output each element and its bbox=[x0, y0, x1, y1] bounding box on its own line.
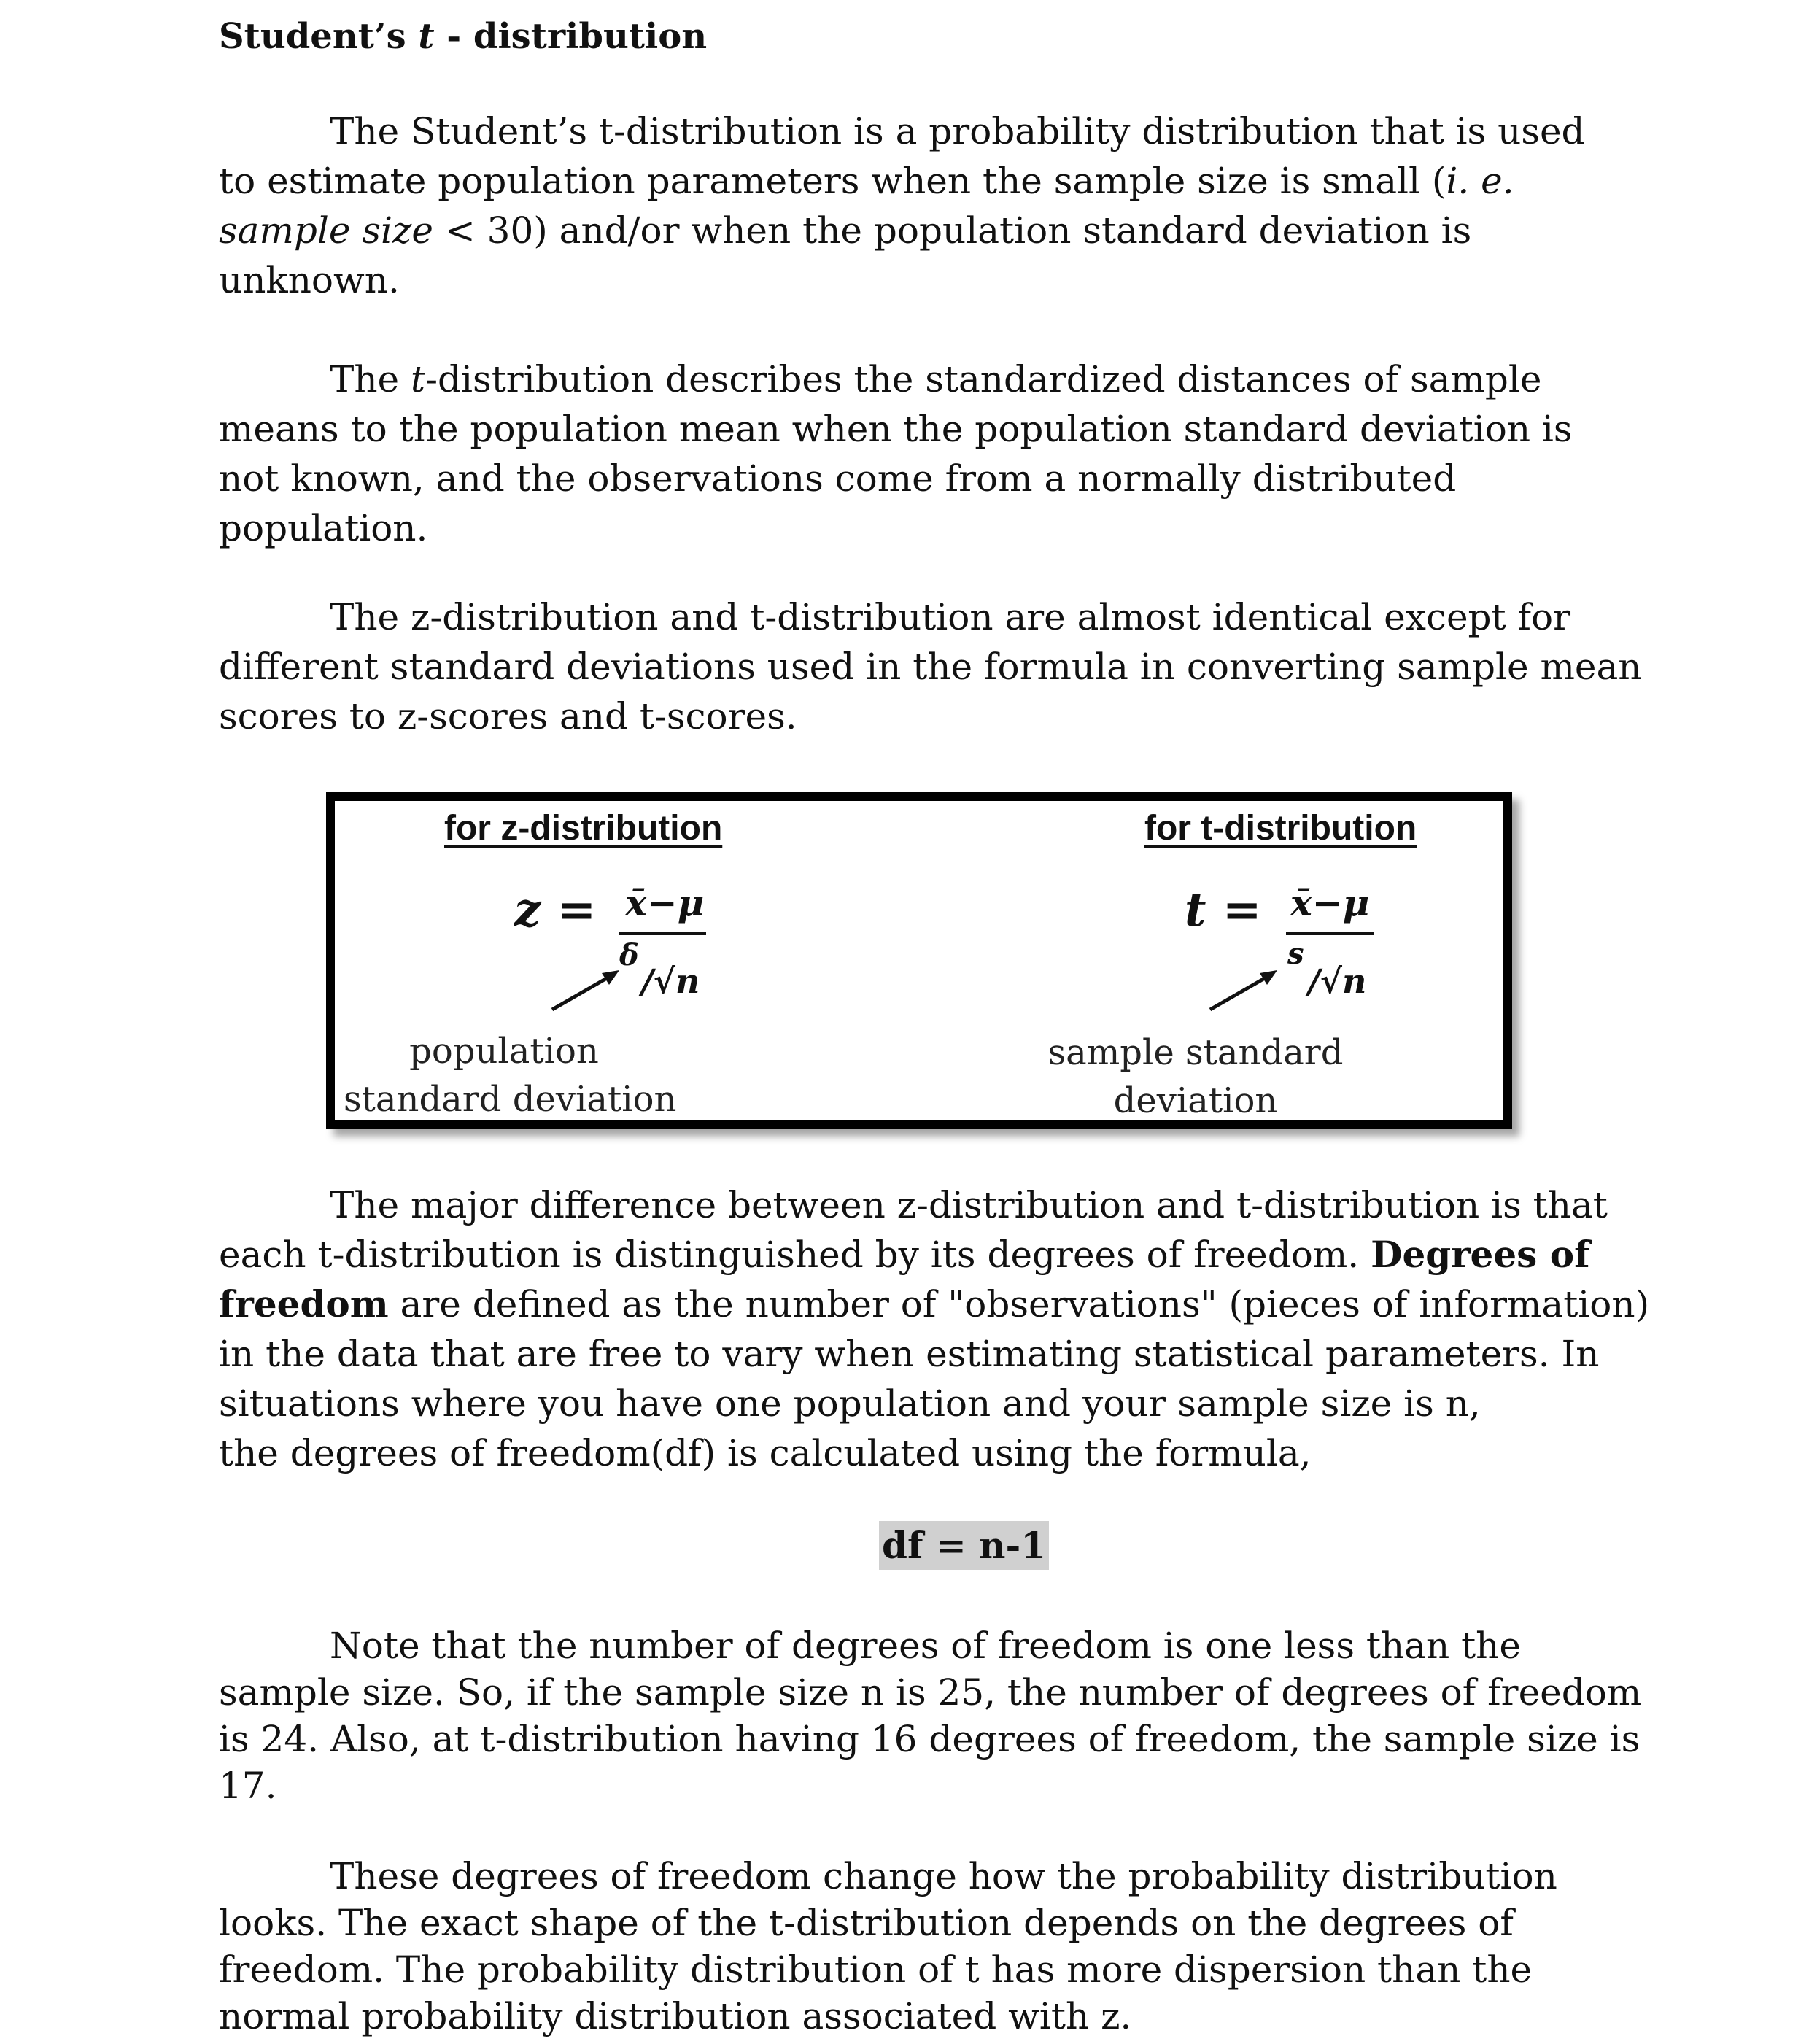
p4-line-5: situations where you have one population and your sample size is n, bbox=[219, 1382, 1481, 1425]
title-suffix: - distribution bbox=[434, 16, 708, 57]
z-numerator: x̄−μ bbox=[625, 881, 705, 924]
t-numerator: x̄−μ bbox=[1290, 881, 1370, 924]
p3-line-2: different standard deviations used in the formula in converting sample mean bbox=[219, 646, 1642, 688]
p6-line-3: freedom. The probability distribution of t has more dispersion than the bbox=[219, 1948, 1533, 1991]
paragraph-2 bbox=[219, 355, 1605, 553]
paragraph-6 bbox=[219, 1853, 1605, 2040]
z-caption-line-1: population bbox=[409, 1031, 599, 1072]
t-caption-line-2: deviation bbox=[1113, 1080, 1278, 1121]
p6-line-1: These degrees of freedom change how the probability distribution bbox=[330, 1855, 1557, 1897]
title-t: t bbox=[418, 16, 435, 57]
p1-line-2-text: to estimate population parameters when the sample size is small ( bbox=[219, 160, 1446, 202]
p4-line-3 bbox=[219, 1280, 1650, 1329]
p5-line-3: is 24. Also, at t-distribution having 16 degrees of freedom, the sample size is bbox=[219, 1718, 1641, 1760]
t-distribution-label: for t-distribution bbox=[1144, 809, 1417, 848]
t-caption bbox=[1035, 1029, 1356, 1125]
p4-line-2-text: each t-distribution is distinguished by its degrees of freedom. bbox=[219, 1234, 1371, 1276]
formula-comparison-box bbox=[326, 792, 1512, 1129]
p4-line-1: The major difference between z-distribution and t-distribution is that bbox=[330, 1184, 1608, 1226]
z-den-sd: δ bbox=[619, 938, 639, 972]
p2-line-1 bbox=[219, 355, 1605, 404]
df-formula: df = n-1 bbox=[879, 1521, 1049, 1570]
p5-line-4: 17. bbox=[219, 1765, 277, 1807]
p5-line-1: Note that the number of degrees of freedom is one less than the bbox=[330, 1625, 1521, 1667]
t-caption-line-1: sample standard bbox=[1047, 1032, 1344, 1073]
p1-ie: i. e. bbox=[1446, 160, 1514, 202]
p1-line-3 bbox=[219, 206, 1605, 255]
p4-degrees-of: Degrees of bbox=[1371, 1233, 1590, 1276]
title-prefix: Student’s bbox=[219, 16, 419, 57]
paragraph-3 bbox=[219, 592, 1642, 741]
p5-line-2: sample size. So, if the sample size n is 25, the number of degrees of freedom bbox=[219, 1671, 1642, 1714]
p3-line-3: scores to z-scores and t-scores. bbox=[219, 695, 797, 738]
paragraph-4 bbox=[219, 1180, 1650, 1478]
p1-line-2 bbox=[219, 156, 1605, 206]
p2-line-1-text: -distribution describes the standardized distances of sample bbox=[425, 358, 1542, 400]
p4-line-6: the degrees of freedom(df) is calculated using the formula, bbox=[219, 1432, 1312, 1474]
p1-line-4: unknown. bbox=[219, 259, 400, 301]
p3-line-1: The z-distribution and t-distribution are almost identical except for bbox=[330, 596, 1571, 638]
t-den-sd: s bbox=[1287, 937, 1304, 971]
p4-freedom: freedom bbox=[219, 1282, 389, 1325]
t-den-root: /√n bbox=[1308, 961, 1367, 1001]
p4-line-4: in the data that are free to vary when estimating statistical parameters. In bbox=[219, 1333, 1600, 1375]
p2-the: The bbox=[330, 358, 411, 400]
t-lhs: t = bbox=[1185, 883, 1262, 937]
z-distribution-label: for z-distribution bbox=[444, 809, 723, 848]
p6-line-2: looks. The exact shape of the t-distribution depends on the degrees of bbox=[219, 1902, 1514, 1944]
p2-line-3: not known, and the observations come from a normally distributed bbox=[219, 457, 1457, 500]
z-den-root: /√n bbox=[641, 961, 700, 1001]
paragraph-1 bbox=[219, 107, 1605, 305]
paragraph-5 bbox=[219, 1622, 1642, 1809]
z-lhs: z = bbox=[514, 883, 597, 937]
z-caption-line-2: standard deviation bbox=[344, 1079, 677, 1120]
p2-line-4: population. bbox=[219, 507, 428, 549]
p2-t: t bbox=[411, 358, 426, 400]
page-title bbox=[219, 16, 707, 57]
p2-line-2: means to the population mean when the population standard deviation is bbox=[219, 408, 1573, 450]
p1-line-1: The Student’s t-distribution is a probability distribution that is used bbox=[330, 110, 1585, 152]
p1-line-3-text: < 30) and/or when the population standard deviation is bbox=[433, 209, 1472, 252]
p4-line-2 bbox=[219, 1230, 1605, 1280]
p4-line-3-text: are defined as the number of "observations" (pieces of information) bbox=[388, 1283, 1650, 1325]
p1-sample-size: sample size bbox=[219, 209, 433, 252]
p6-line-4: normal probability distribution associated with z. bbox=[219, 1995, 1132, 2037]
